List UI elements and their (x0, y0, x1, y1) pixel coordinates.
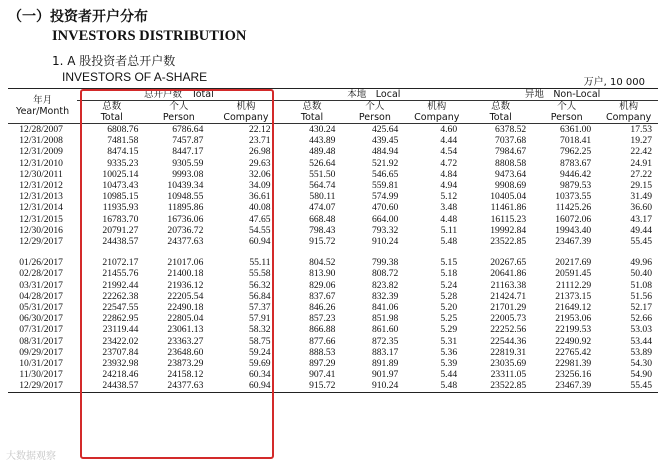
date-cell: 05/31/2017 (19, 302, 63, 314)
value-cell: 27.22 (630, 168, 652, 180)
value-cell: 55.45 (630, 236, 652, 248)
date-cell: 01/26/2017 (19, 257, 63, 269)
value-cell: 60.94 (248, 236, 271, 248)
value-cell: 54.30 (630, 358, 652, 370)
date-cell: 12/31/2010 (19, 157, 63, 169)
value-cell: 574.99 (371, 191, 399, 203)
value-cell: 31.49 (630, 191, 652, 203)
value-cell: 474.07 (309, 202, 336, 214)
value-cell: 564.74 (309, 180, 336, 192)
value-cell: 21163.38 (490, 279, 527, 291)
value-cell: 915.72 (309, 236, 336, 248)
value-cell: 804.52 (309, 257, 336, 269)
value-cell: 484.94 (371, 146, 399, 158)
value-cell: 21455.76 (102, 268, 139, 280)
date-cell: 09/29/2017 (19, 346, 63, 358)
value-cell: 823.82 (371, 279, 399, 291)
value-cell: 23522.85 (467, 380, 534, 392)
value-cell: 53.03 (630, 324, 652, 336)
value-cell: 10985.15 (102, 191, 139, 203)
value-cell: 5.44 (440, 369, 458, 381)
value-cell: 7018.41 (560, 135, 592, 147)
value-cell: 5.24 (440, 279, 458, 291)
value-cell: 872.35 (371, 335, 399, 347)
value-cell: 10373.55 (555, 191, 592, 203)
value-cell: 60.34 (248, 369, 271, 381)
value-cell: 5.25 (440, 313, 458, 325)
value-cell: 5.48 (406, 380, 467, 392)
value-cell: 58.75 (248, 335, 271, 347)
value-cell: 3.48 (440, 202, 458, 214)
value-cell: 832.39 (371, 290, 399, 302)
value-cell: 36.61 (248, 191, 271, 203)
date-cell: 04/28/2017 (19, 290, 63, 302)
date-cell: 12/31/2014 (19, 202, 63, 214)
value-cell: 23648.60 (167, 346, 204, 358)
value-cell: 7037.68 (495, 135, 527, 147)
value-cell: 19.27 (630, 135, 652, 147)
value-cell: 23873.29 (167, 358, 204, 370)
table-row (8, 369, 658, 380)
value-cell: 4.72 (440, 157, 458, 169)
value-cell: 9335.23 (107, 157, 139, 169)
value-cell: 16072.06 (555, 213, 592, 225)
value-cell: 57.91 (248, 313, 271, 325)
value-cell: 8447.17 (172, 146, 204, 158)
value-cell: 22205.54 (167, 290, 204, 302)
spacer-row (8, 247, 658, 257)
investor-table (8, 88, 658, 393)
value-cell: 851.98 (371, 313, 399, 325)
value-cell: 8808.58 (495, 157, 527, 169)
value-cell: 808.72 (371, 268, 399, 280)
value-cell: 4.94 (440, 180, 458, 192)
value-cell: 54.90 (630, 369, 652, 381)
year-month-cn: 年月 (33, 95, 53, 106)
table-row (8, 280, 658, 291)
col-total-cn: 总数 (302, 101, 322, 112)
section-title-en: INVESTORS DISTRIBUTION (52, 28, 247, 44)
value-cell: 430.24 (309, 124, 336, 135)
date-cell: 12/31/2015 (19, 213, 63, 225)
value-cell: 4.54 (440, 146, 458, 158)
value-cell: 7481.58 (107, 135, 139, 147)
value-cell: 799.38 (371, 257, 399, 269)
table-row (8, 169, 658, 180)
value-cell: 10948.55 (167, 191, 204, 203)
value-cell: 24377.63 (146, 380, 211, 392)
value-cell: 910.24 (343, 380, 406, 392)
value-cell: 5.29 (440, 324, 458, 336)
value-cell: 915.72 (281, 380, 344, 392)
value-cell: 43.17 (630, 213, 652, 225)
table-row (8, 257, 658, 268)
value-cell: 22199.53 (555, 324, 592, 336)
table-row (8, 146, 658, 157)
value-cell: 49.44 (630, 224, 652, 236)
value-cell: 846.26 (309, 302, 336, 314)
value-cell: 9908.69 (495, 180, 527, 192)
value-cell: 21400.18 (167, 268, 204, 280)
value-cell: 22981.39 (555, 358, 592, 370)
value-cell: 22.12 (248, 124, 271, 135)
subsection-title-en: INVESTORS OF A-SHARE (62, 70, 208, 84)
value-cell: 901.97 (371, 369, 399, 381)
value-cell: 9993.08 (172, 168, 204, 180)
value-cell: 55.58 (248, 268, 271, 280)
value-cell: 23422.02 (102, 335, 139, 347)
value-cell: 897.29 (309, 358, 336, 370)
value-cell: 22547.55 (102, 302, 139, 314)
value-cell: 19943.40 (555, 224, 592, 236)
value-cell: 4.48 (440, 213, 458, 225)
table-row (8, 302, 658, 313)
value-cell: 21017.06 (167, 257, 204, 269)
col-person-cn: 个人 (365, 101, 385, 112)
value-cell: 56.32 (248, 279, 271, 291)
spacer-cell (8, 247, 658, 257)
table-row (8, 268, 658, 279)
value-cell: 9879.53 (560, 180, 592, 192)
value-cell: 664.00 (371, 213, 399, 225)
date-cell: 02/28/2017 (19, 268, 63, 280)
value-cell: 443.89 (309, 135, 336, 147)
value-cell: 56.84 (248, 290, 271, 302)
col-company-en: Company (406, 112, 467, 124)
col-total-cn: 总数 (491, 101, 511, 112)
value-cell: 50.40 (630, 268, 652, 280)
value-cell: 841.06 (371, 302, 399, 314)
value-cell: 52.66 (630, 313, 652, 325)
value-cell: 49.96 (630, 257, 652, 269)
date-cell: 10/31/2017 (19, 358, 63, 370)
value-cell: 6378.52 (495, 124, 527, 135)
value-cell: 546.65 (371, 168, 399, 180)
value-cell: 5.48 (440, 236, 458, 248)
value-cell: 5.31 (440, 335, 458, 347)
date-cell: 07/31/2017 (19, 324, 63, 336)
value-cell: 489.48 (309, 146, 336, 158)
value-cell: 470.60 (371, 202, 399, 214)
value-cell: 9446.42 (560, 168, 592, 180)
table-row (8, 291, 658, 302)
table-row (8, 124, 658, 136)
col-company-en: Company (211, 112, 280, 124)
date-cell: 12/31/2009 (19, 146, 63, 158)
value-cell: 20791.27 (102, 224, 139, 236)
value-cell: 20591.45 (555, 268, 592, 280)
value-cell: 4.60 (440, 124, 458, 135)
value-cell: 9473.64 (495, 168, 527, 180)
date-cell: 12/31/2013 (19, 191, 63, 203)
col-company-cn: 机构 (236, 101, 256, 112)
value-cell: 877.66 (309, 335, 336, 347)
value-cell: 883.17 (371, 346, 399, 358)
value-cell: 24438.57 (102, 236, 139, 248)
value-cell: 5.28 (440, 290, 458, 302)
value-cell: 54.55 (248, 224, 271, 236)
value-cell: 19992.84 (490, 224, 527, 236)
value-cell: 17.53 (630, 124, 652, 135)
value-cell: 559.81 (371, 180, 399, 192)
value-cell: 861.60 (371, 324, 399, 336)
value-cell: 5.36 (440, 346, 458, 358)
value-cell: 51.08 (630, 279, 652, 291)
table-row (8, 158, 658, 169)
value-cell: 8783.67 (560, 157, 592, 169)
value-cell: 58.32 (248, 324, 271, 336)
value-cell: 22544.36 (490, 335, 527, 347)
value-cell: 891.89 (371, 358, 399, 370)
table-row (8, 180, 658, 191)
value-cell: 23119.44 (102, 324, 139, 336)
value-cell: 55.45 (599, 380, 658, 392)
table-body (8, 124, 658, 393)
value-cell: 580.11 (309, 191, 336, 203)
value-cell: 60.94 (211, 380, 280, 392)
col-person-en: Person (146, 112, 211, 124)
value-cell: 11425.26 (555, 202, 592, 214)
value-cell: 439.45 (371, 135, 399, 147)
value-cell: 5.11 (440, 224, 458, 236)
value-cell: 857.23 (309, 313, 336, 325)
value-cell: 866.88 (309, 324, 336, 336)
value-cell: 7457.87 (172, 135, 204, 147)
value-cell: 20641.86 (490, 268, 527, 280)
value-cell: 21649.12 (555, 302, 592, 314)
value-cell: 16783.70 (102, 213, 139, 225)
col-person-en: Person (534, 112, 599, 124)
value-cell: 907.41 (309, 369, 336, 381)
value-cell: 23061.13 (167, 324, 204, 336)
value-cell: 34.09 (248, 180, 271, 192)
value-cell: 21112.29 (555, 279, 592, 291)
table-row (8, 347, 658, 358)
value-cell: 9305.59 (172, 157, 204, 169)
value-cell: 23311.05 (490, 369, 527, 381)
date-cell: 12/31/2008 (19, 135, 63, 147)
value-cell: 22.42 (630, 146, 652, 158)
date-cell: 03/31/2017 (19, 279, 63, 291)
value-cell: 24438.57 (77, 380, 146, 392)
value-cell: 53.44 (630, 335, 652, 347)
group-local-header: 本地 Local (281, 89, 468, 101)
value-cell: 24218.46 (102, 369, 139, 381)
group-total-header: 总开户数 Total (77, 89, 280, 101)
value-cell: 6361.00 (560, 124, 592, 135)
value-cell: 22819.31 (490, 346, 527, 358)
value-cell: 10473.43 (102, 180, 139, 192)
col-company-cn: 机构 (427, 101, 447, 112)
value-cell: 16115.23 (490, 213, 527, 225)
value-cell: 23256.16 (555, 369, 592, 381)
value-cell: 7984.67 (495, 146, 527, 158)
value-cell: 5.20 (440, 302, 458, 314)
value-cell: 21701.29 (490, 302, 527, 314)
value-cell: 910.24 (371, 236, 399, 248)
value-cell: 22490.92 (555, 335, 592, 347)
value-cell: 10025.14 (102, 168, 139, 180)
value-cell: 23522.85 (490, 236, 527, 248)
value-cell: 40.08 (248, 202, 271, 214)
value-cell: 53.89 (630, 346, 652, 358)
value-cell: 521.92 (371, 157, 399, 169)
value-cell: 5.39 (440, 358, 458, 370)
value-cell: 24158.12 (167, 369, 204, 381)
date-cell: 12/30/2016 (19, 224, 63, 236)
value-cell: 55.11 (249, 257, 271, 269)
value-cell: 6786.64 (172, 124, 204, 135)
value-cell: 24377.63 (167, 236, 204, 248)
table-row (8, 336, 658, 347)
value-cell: 5.18 (440, 268, 458, 280)
value-cell: 793.32 (371, 224, 399, 236)
value-cell: 59.69 (248, 358, 271, 370)
value-cell: 22862.95 (102, 313, 139, 325)
group-nonlocal-header: 异地 Non-Local (467, 89, 658, 101)
col-total-cn: 总数 (102, 101, 122, 112)
value-cell: 47.65 (248, 213, 271, 225)
value-cell: 23363.27 (167, 335, 204, 347)
value-cell: 20217.69 (555, 257, 592, 269)
subsection-title-cn: 1. A 股投资者总开户数 (52, 54, 176, 68)
col-total-en: Total (77, 112, 146, 124)
value-cell: 36.60 (630, 202, 652, 214)
value-cell: 22252.56 (490, 324, 527, 336)
value-cell: 813.90 (309, 268, 336, 280)
watermark-text: 大数据观察 (6, 451, 56, 462)
value-cell: 52.17 (630, 302, 652, 314)
value-cell: 11461.86 (490, 202, 527, 214)
value-cell: 20267.65 (490, 257, 527, 269)
value-cell: 23035.69 (490, 358, 527, 370)
value-cell: 24.91 (630, 157, 652, 169)
value-cell: 425.64 (371, 124, 399, 135)
value-cell: 22765.42 (555, 346, 592, 358)
value-cell: 59.24 (248, 346, 271, 358)
table-row (8, 313, 658, 324)
value-cell: 6808.76 (107, 124, 139, 135)
date-cell: 06/30/2017 (19, 313, 63, 325)
value-cell: 888.53 (309, 346, 336, 358)
section-title-cn: （一）投资者开户分布 (8, 9, 148, 25)
table-row (8, 214, 658, 225)
value-cell: 21953.06 (555, 313, 592, 325)
value-cell: 32.06 (248, 168, 271, 180)
date-cell: 12/29/2017 (8, 380, 77, 392)
col-company-en: Company (599, 112, 658, 124)
year-month-en: Year/Month (16, 106, 70, 117)
table-row (8, 135, 658, 146)
table-row (8, 202, 658, 213)
value-cell: 21424.71 (490, 290, 527, 302)
value-cell: 22805.04 (167, 313, 204, 325)
value-cell: 22005.73 (490, 313, 527, 325)
value-cell: 23707.84 (102, 346, 139, 358)
value-cell: 5.12 (440, 191, 458, 203)
table-row (8, 225, 658, 236)
value-cell: 20736.72 (167, 224, 204, 236)
date-cell: 11/30/2017 (19, 369, 63, 381)
col-company-cn: 机构 (619, 101, 639, 112)
table-row (8, 191, 658, 202)
unit-label: 万户, 10 000 (583, 77, 645, 88)
col-person-en: Person (343, 112, 406, 124)
value-cell: 837.67 (309, 290, 336, 302)
value-cell: 21992.44 (102, 279, 139, 291)
table-row (8, 324, 658, 335)
table-row (8, 380, 658, 392)
value-cell: 21936.12 (167, 279, 204, 291)
value-cell: 23467.39 (534, 380, 599, 392)
value-cell: 7962.25 (560, 146, 592, 158)
value-cell: 551.50 (309, 168, 336, 180)
value-cell: 23932.98 (102, 358, 139, 370)
value-cell: 10439.34 (167, 180, 204, 192)
col-total-en: Total (467, 112, 534, 124)
value-cell: 26.98 (248, 146, 271, 158)
value-cell: 29.63 (248, 157, 271, 169)
value-cell: 4.84 (440, 168, 458, 180)
value-cell: 668.48 (309, 213, 336, 225)
date-cell: 12/28/2007 (19, 124, 63, 135)
value-cell: 8474.15 (107, 146, 139, 158)
value-cell: 23.71 (248, 135, 271, 147)
value-cell: 22262.38 (102, 290, 139, 302)
col-person-cn: 个人 (557, 101, 577, 112)
value-cell: 4.44 (440, 135, 458, 147)
value-cell: 22490.18 (167, 302, 204, 314)
table-row (8, 358, 658, 369)
table-header (8, 89, 658, 124)
col-total-en: Total (281, 112, 344, 124)
value-cell: 526.64 (309, 157, 336, 169)
value-cell: 829.06 (309, 279, 336, 291)
value-cell: 11935.93 (102, 202, 139, 214)
value-cell: 798.43 (309, 224, 336, 236)
value-cell: 21072.17 (102, 257, 139, 269)
value-cell: 51.56 (630, 290, 652, 302)
value-cell: 57.37 (248, 302, 271, 314)
table-row (8, 236, 658, 247)
value-cell: 5.15 (440, 257, 458, 269)
value-cell: 16736.06 (167, 213, 204, 225)
date-cell: 12/29/2017 (19, 236, 63, 248)
year-month-header (8, 89, 77, 124)
date-cell: 12/31/2012 (19, 180, 63, 192)
date-cell: 08/31/2017 (19, 335, 63, 347)
col-person-cn: 个人 (169, 101, 189, 112)
value-cell: 11895.86 (167, 202, 204, 214)
value-cell: 21373.15 (555, 290, 592, 302)
date-cell: 12/30/2011 (19, 168, 63, 180)
value-cell: 23467.39 (555, 236, 592, 248)
value-cell: 29.15 (630, 180, 652, 192)
value-cell: 10405.04 (490, 191, 527, 203)
